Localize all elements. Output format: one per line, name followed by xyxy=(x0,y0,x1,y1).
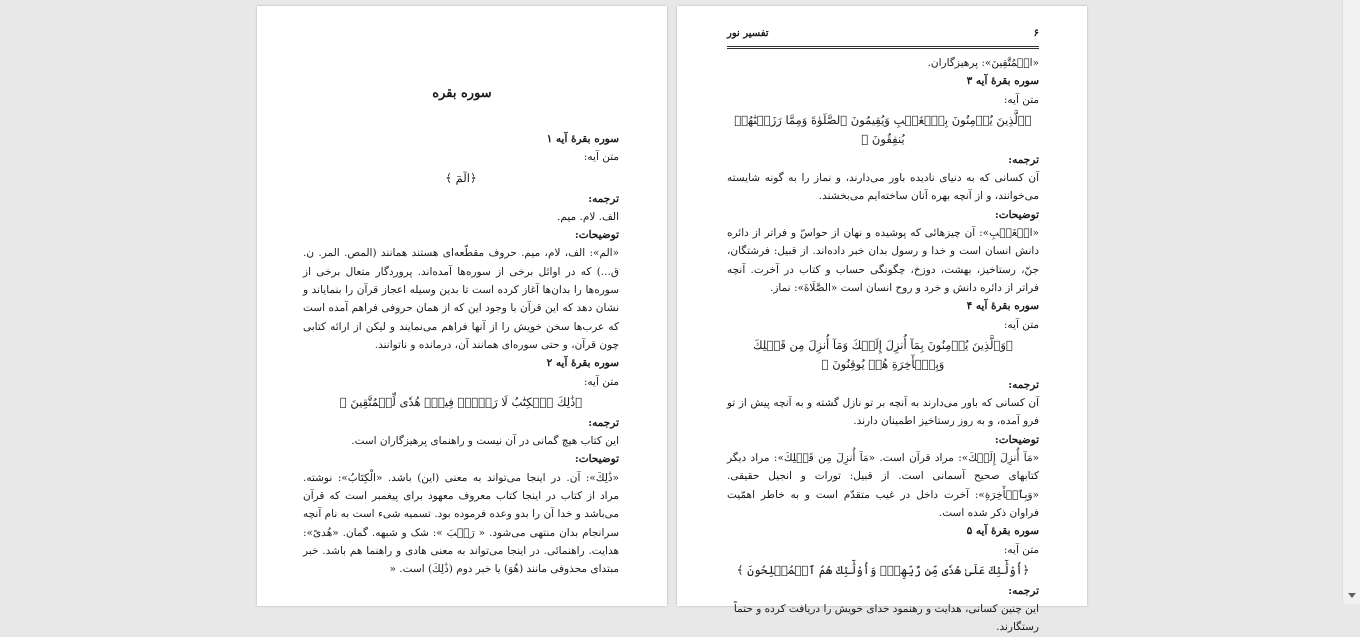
verse-label: متن آیه: xyxy=(1003,543,1039,556)
verse-text: ﴿وَٱلَّذِينَ يُؤۡمِنُونَ بِمَآ أُنزِلَ إِلَيۡكَ وَمَآ أُنزِلَ مِن قَبۡلِكَ وَبِٱلۡأٓخِرَةِ هُمۡ يُوقِنُونَ ﴾ xyxy=(753,337,1013,371)
page-number: ۶ xyxy=(1033,28,1039,39)
section-heading: ترجمه: xyxy=(1008,153,1039,166)
section-heading: سوره بقرۀ آیه ۵ xyxy=(966,525,1039,538)
verse-text: ﴿أُوْلَٰٓئِكَ عَلَىٰ هُدٗى مِّن رَّبِّهِمۡۖ وَأُوْلَٰٓئِكَ هُمُ ٱلۡمُفۡلِحُونَ ﴾ xyxy=(736,562,1030,577)
section-heading: ترجمه: xyxy=(1008,584,1039,597)
text-line: «الۡمُتَّقِينَ»: پرهیزگاران. xyxy=(927,57,1039,69)
paragraph: «ذَٰلِكَ»: آن. در اینجا می‌تواند به معنی (این) باشد. «الْكِتَابُ»: نوشته. مراد از کتاب در اینجا کتاب معروف معهود برای پیغمبر است که قرآن می‌باشد و خدا آن را بدو وعده فرموده بود. تسمیه شیء است به نام آنچه سرانجام بدان منتهی می‌شود. « رَيۡبَ »: شک و شبهه. گمان. «هُدىً»: هدایت. راهنمائی. در اینجا می‌تواند به معنی هادی و راهنما هم باشد. خبر مبتدای محذوفی مانند (هُوَ) یا خبر دوم (ذَٰلِكَ) است. « xyxy=(303,471,619,576)
verse-label: متن آیه: xyxy=(583,375,619,388)
section-heading: ترجمه: xyxy=(588,416,619,429)
verse-label: متن آیه: xyxy=(1003,318,1039,331)
section-heading: سوره بقرۀ آیه ۱ xyxy=(546,133,619,145)
running-header xyxy=(727,28,1039,49)
section-heading: توضیحات: xyxy=(994,208,1039,221)
sura-title: سوره بقره xyxy=(432,86,492,101)
paragraph: آن کسانی که باور می‌دارند به آنچه بر تو نازل گشته و به آنچه پیش از تو فرو آمده، و به روز رستاخیز اطمینان دارند. xyxy=(727,397,1039,428)
section-heading: سوره بقرۀ آیه ۲ xyxy=(546,357,619,370)
verse-text: ﴿الٓمٓ ﴾ xyxy=(445,170,477,185)
section-heading: ترجمه: xyxy=(588,192,619,205)
section-heading: سوره بقرۀ آیه ۳ xyxy=(966,75,1039,88)
scroll-down-arrow-icon[interactable] xyxy=(1348,593,1356,598)
paragraph: «الم»: الف، لام، میم. حروف مقطّعه‌ای هستند همانند (المص. المر. ن. ق...) که در اوائل برخی از سوره‌ها آمده‌اند. پروردگار متعال برخی از سوره‌ها را بدان‌ها آغاز کرده است تا بدین وسیله اعجاز قرآن را بنمایاند و نشان دهد که این قرآن با وجود این که از همان حروفی فراهم آمده است که عرب‌ها سخن خویش را از آنها فراهم می‌نمایند و لیکن از ارائه کتابی چون قرآن، و حتی سوره‌ای همانند آن، درمانده و ناتوانند. xyxy=(303,247,619,351)
text-line: این کتاب هیچ گمانی در آن نیست و راهنمای پرهیزگاران است. xyxy=(351,435,619,448)
text-line: الف. لام. میم. xyxy=(557,210,619,223)
section-heading: سوره بقرۀ آیه ۴ xyxy=(966,300,1039,313)
running-title: تفسیر نور xyxy=(727,28,769,39)
section-heading: توضیحات: xyxy=(994,433,1039,446)
section-heading: ترجمه: xyxy=(1008,378,1039,391)
paragraph: «مَآ أُنزِلَ إِلَيۡكَ»: مراد قرآن است. «مَآ أُنزِلَ مِن قَبۡلِكَ»: مراد دیگر کتابهای صحیح آسمانی است. از قبیل: تورات و انجیل حقیقی. «وَبِٱلۡأٓخِرَةِ»: آخرت داخل در غیب متقدّم است و به خاطر اهمّیت فراوان ذکر شده است. xyxy=(727,452,1039,519)
vertical-scrollbar[interactable] xyxy=(1342,0,1360,604)
paragraph: آن کسانی که به دنیای نادیده باور می‌دارند، و نماز را به گونه شایسته می‌خوانند، و از آنچه بهره آنان ساخته‌ایم می‌بخشند. xyxy=(727,172,1039,203)
section-heading: توضیحات: xyxy=(574,453,619,466)
page-body-left xyxy=(303,130,619,579)
verse-text: ﴿ٱلَّذِينَ يُؤۡمِنُونَ بِٱلۡغَيۡبِ وَيُقِيمُونَ ٱلصَّلَوٰةَ وَمِمَّا رَزَقۡنَٰهُمۡ يُنفِقُونَ ﴾ xyxy=(734,112,1032,146)
verse-label: متن آیه: xyxy=(583,151,619,164)
paragraph: «الۡغَيۡبِ»: آن چیزهائی که پوشیده و نهان از حواسّ و فراتر از دائره دانش انسان است و خدا و رسول بدان خبر داده‌اند. از قبیل: فرشتگان، جنّ، رستاخیز، بهشت، دوزخ، چگونگی حساب و کتاب در آخرت. آنچه فراتر از دائره دانش و خرد و روح انسان است «الصَّلَاةَ»: نماز. xyxy=(727,227,1039,294)
verse-label: متن آیه: xyxy=(1003,93,1039,106)
document-page-right xyxy=(677,6,1087,634)
text-line: این چنین کسانی، هدایت و رهنمود خدای خویش را دریافت کرده و حتماً رستگارند. xyxy=(733,603,1039,634)
document-page-left xyxy=(257,6,667,606)
verse-text: ﴿ذَٰلِكَ ٱلۡكِتَٰبُ لَا رَيۡبَۛ فِيهِۛ هُدٗى لِّلۡمُتَّقِينَ ﴾ xyxy=(339,394,583,409)
page-body-right xyxy=(727,54,1039,637)
section-heading: توضیحات: xyxy=(574,229,619,242)
